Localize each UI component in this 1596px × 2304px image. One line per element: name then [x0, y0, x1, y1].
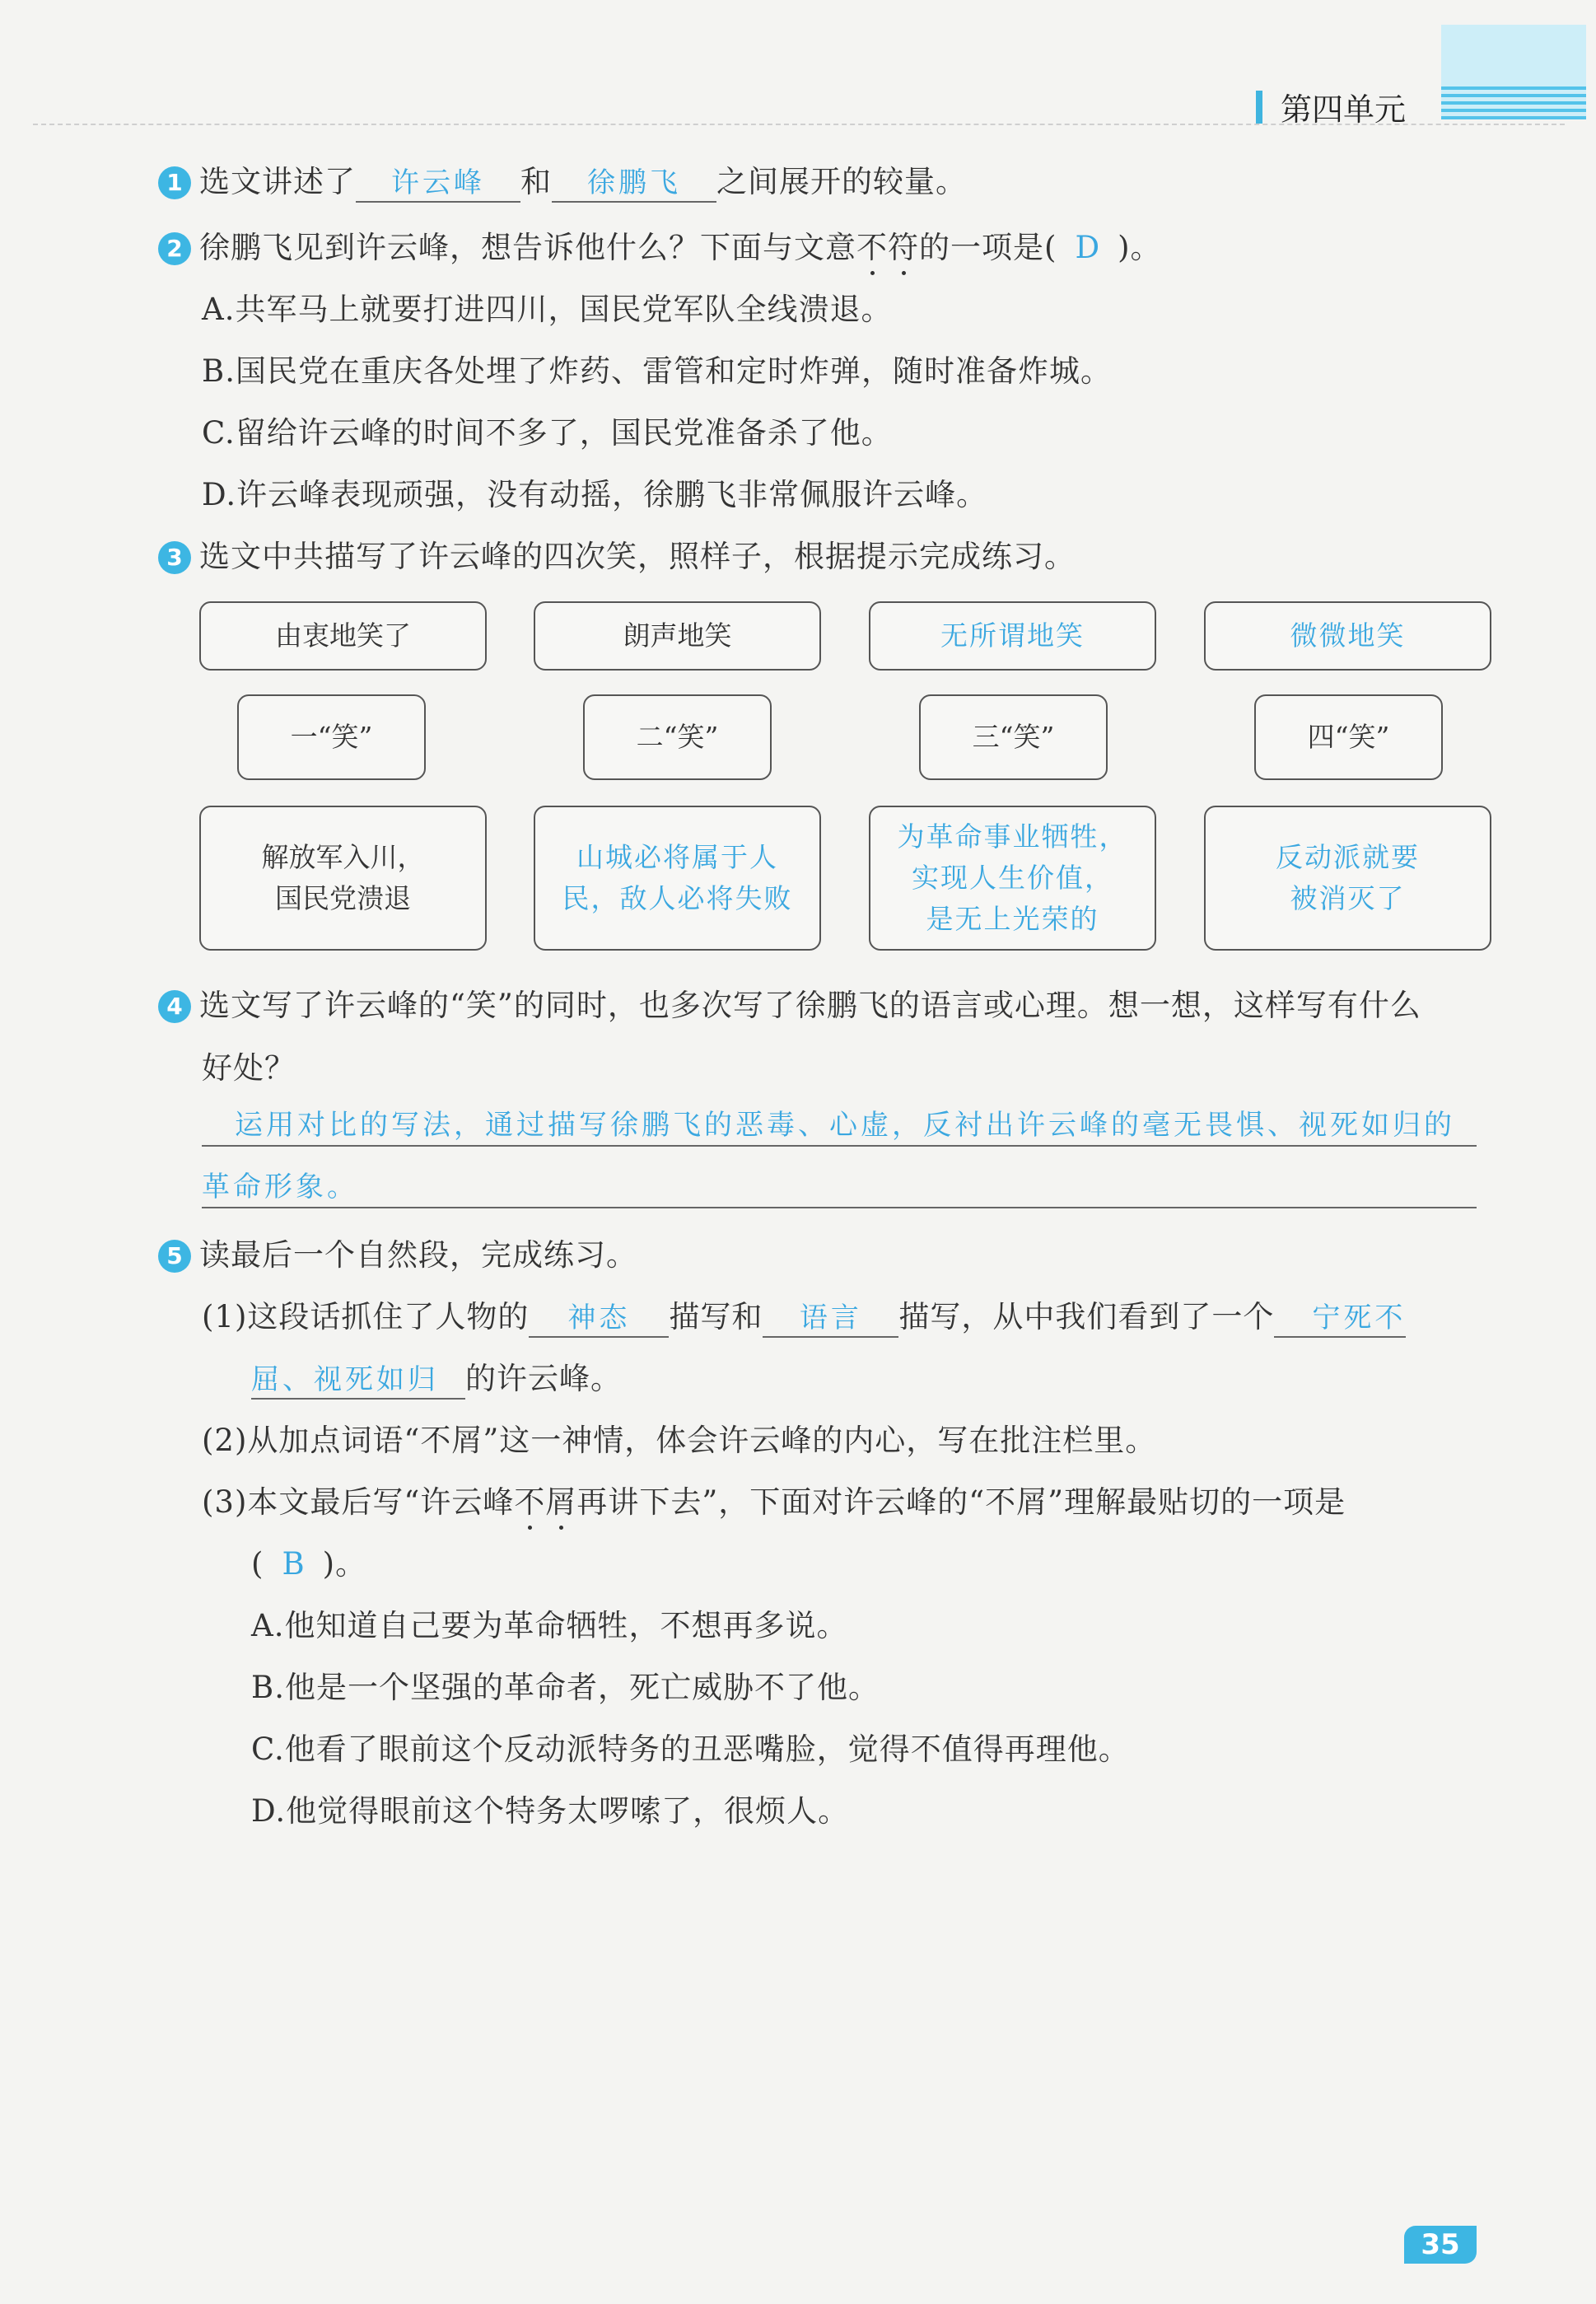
question-number-5: 5: [158, 1240, 191, 1273]
q5-p3-dotted-char-1: 不: [514, 1484, 546, 1520]
question-number-3: 3: [158, 541, 191, 574]
q2-dotted-char-2: 符: [888, 230, 919, 265]
q5-p1-answer-4: 屈、视死如归: [251, 1362, 465, 1400]
smile-meaning-3-line-1: 为革命事业牺牲，: [897, 820, 1128, 853]
q3-text: 选文中共描写了许云峰的四次笑，照样子，根据提示完成练习。: [199, 539, 1076, 574]
q4-line-2: 好处？: [202, 1050, 296, 1086]
header-bar: [1256, 91, 1262, 124]
q5-option-a: A.他知道自己要为革命牺牲，不想再多说。: [251, 1608, 848, 1643]
q5-p3-dotted-char-2: 屑: [545, 1484, 577, 1520]
smile-meaning-1-line-1: 解放军入川，: [261, 841, 425, 873]
smile-label-2: 二“笑”: [583, 694, 772, 780]
q5-p3-prefix: (3)本文最后写“许云峰: [202, 1484, 515, 1520]
q5-p3-close: )。: [322, 1546, 367, 1582]
q5-p1-prefix: (1)这段话抓住了人物的: [202, 1299, 530, 1334]
smile-label-4: 四“笑”: [1254, 694, 1443, 780]
question-number-4: 4: [158, 990, 191, 1023]
q5-option-b: B.他是一个坚强的革命者，死亡威胁不了他。: [251, 1670, 880, 1705]
q2-prefix: 徐鹏飞见到许云峰，想告诉他什么？下面与文意: [199, 230, 856, 265]
q4-answer-rule-1: [202, 1145, 1477, 1147]
smile-meaning-3-line-3: 是无上光荣的: [926, 903, 1099, 935]
q2-option-a: A.共军马上就要打进四川，国民党军队全线溃退。: [202, 292, 893, 327]
question-5: [158, 1230, 637, 1274]
question-number-1: 1: [158, 166, 191, 199]
smile-meaning-4-line-1: 反动派就要: [1276, 841, 1420, 873]
question-3: [158, 531, 1076, 576]
q5-p1-answer-2: 语言: [763, 1300, 898, 1338]
smile-meaning-4: [1204, 806, 1491, 951]
q2-option-d: D.许云峰表现顽强，没有动摇，徐鹏飞非常佩服许云峰。: [202, 477, 988, 512]
smile-meaning-2-line-2: 民，敌人必将失败: [562, 882, 793, 914]
question-2: [158, 222, 1162, 267]
q2-option-b: B.国民党在重庆各处埋了炸药、雷管和定时炸弹，随时准备炸城。: [202, 353, 1112, 389]
q5-p3-open: (: [251, 1546, 264, 1582]
q5-part-2: (2)从加点词语“不屑”这一神情，体会许云峰的内心，写在批注栏里。: [202, 1423, 1157, 1458]
q5-p1-middle: 描写和: [669, 1299, 763, 1334]
q2-end: )。: [1118, 230, 1162, 265]
q4-line-1: 选文写了许云峰的“笑”的同时，也多次写了徐鹏飞的语言或心理。想一想，这样写有什么: [199, 988, 1421, 1023]
unit-title: 第四单元: [1281, 91, 1407, 128]
question-4: [158, 980, 1421, 1025]
question-number-2: 2: [158, 232, 191, 265]
q5-p1-end: 的许云峰。: [465, 1361, 622, 1396]
smile-description-1: 由衷地笑了: [199, 601, 487, 671]
q4-answer-rule-2: [202, 1207, 1477, 1208]
q2-suffix: 的一项是(: [919, 230, 1057, 265]
q5-p1-suffix: 描写，从中我们看到了一个: [898, 1299, 1275, 1334]
q1-suffix: 之间展开的较量。: [716, 164, 967, 199]
q1-prefix: 选文讲述了: [199, 164, 356, 199]
q5-p1-answer-3: 宁死不: [1274, 1300, 1406, 1338]
smile-description-2: 朗声地笑: [534, 601, 821, 671]
smile-description-4: 微微地笑: [1204, 601, 1491, 671]
smile-label-3: 三“笑”: [919, 694, 1108, 780]
q5-option-d: D.他觉得眼前这个特务太啰嗦了，很烦人。: [251, 1793, 850, 1829]
page-number: 35: [1404, 2226, 1477, 2264]
q5-p3-answer: B: [282, 1546, 305, 1582]
q1-answer-2: 徐鹏飞: [552, 165, 716, 203]
q5-text: 读最后一个自然段，完成练习。: [199, 1237, 637, 1273]
smile-meaning-3-line-2: 实现人生价值，: [912, 862, 1113, 894]
q5-part-1-cont: [251, 1353, 622, 1400]
q5-p3-suffix: 再讲下去”，下面对许云峰的“不屑”理解最贴切的一项是: [576, 1484, 1346, 1520]
q4-answer-line-2: 革命形象。: [202, 1171, 358, 1203]
q5-part-3: [202, 1477, 1346, 1521]
question-1: [158, 157, 967, 203]
q2-option-c: C.留给许云峰的时间不多了，国民党准备杀了他。: [202, 415, 893, 451]
smile-label-1: 一“笑”: [237, 694, 426, 780]
q2-dotted-char-1: 不: [856, 230, 888, 265]
q4-answer-line-1: 运用对比的写法，通过描写徐鹏飞的恶毒、心虚，反衬出许云峰的毫无畏惧、视死如归的: [235, 1109, 1455, 1142]
smile-meaning-2: [534, 806, 821, 951]
smile-meaning-1: [199, 806, 487, 951]
smile-meaning-4-line-2: 被消灭了: [1290, 882, 1406, 914]
smile-meaning-3: [869, 806, 1156, 951]
q1-middle: 和: [520, 164, 552, 199]
q5-part-1: [202, 1292, 1406, 1338]
header-stripes: [1441, 86, 1586, 121]
q1-answer-1: 许云峰: [356, 165, 520, 203]
q5-p1-answer-1: 神态: [529, 1300, 669, 1338]
q5-part-3-answer: [251, 1539, 366, 1583]
smile-description-3: 无所谓地笑: [869, 601, 1156, 671]
smile-meaning-1-line-2: 国民党溃退: [275, 882, 411, 914]
smile-meaning-2-line-1: 山城必将属于人: [576, 841, 778, 873]
q2-answer: D: [1075, 230, 1100, 265]
q5-option-c: C.他看了眼前这个反动派特务的丑恶嘴脸，觉得不值得再理他。: [251, 1732, 1130, 1767]
